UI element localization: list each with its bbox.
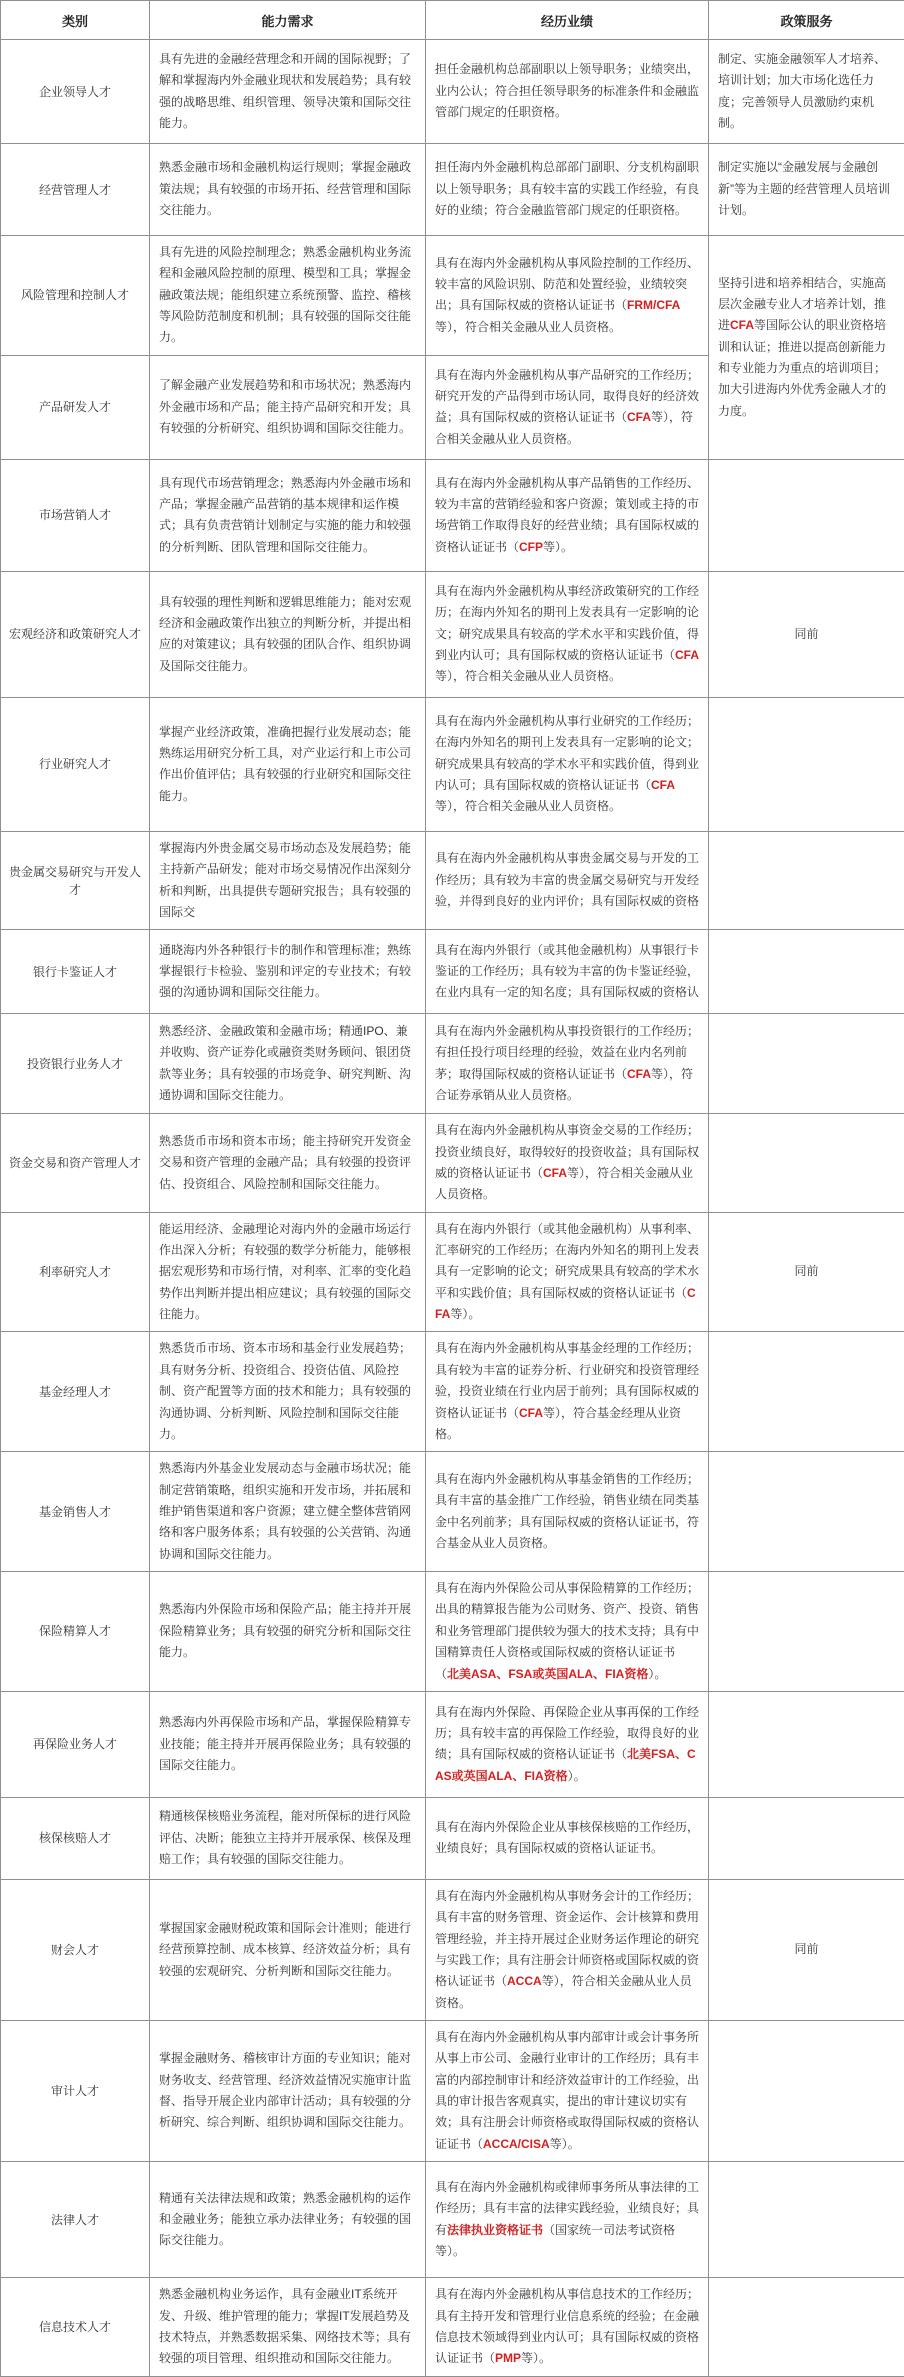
certification-highlight: 北美FSA、CAS或英国ALA、FIA资格	[435, 1747, 696, 1782]
experience-cell	[426, 2162, 709, 2278]
experience-cell-text	[435, 2284, 699, 2369]
category-cell: 风险管理和控制人才	[1, 236, 150, 356]
cell-text: 等），符合相关金融从业人员资格。	[435, 799, 621, 813]
cell-text: 等）。	[450, 1307, 480, 1321]
table-row	[1, 1332, 904, 1452]
cell-text: 等），符合相关金融从业人员资格。	[435, 410, 693, 445]
cell-text: 掌握国家金融财税政策和国际会计准则；能进行经营预算控制、成本核算、经济效益分析；具有较强的宏观研究、分析判断和国际交往能力。	[159, 1921, 411, 1978]
ability-cell-text	[159, 1712, 416, 1776]
cell-text: 坚持引进和培养相结合，实施高层次金融专业人才培养计划，推进	[718, 276, 886, 333]
cell-text: 具有在海内外银行（或其他金融机构）从事银行卡鉴证的工作经历；具有较为丰富的伪卡鉴证经验，在业内具有一定的知名度；具有国际权威的资格认	[435, 943, 699, 1000]
policy-cell	[709, 831, 904, 929]
policy-cell	[709, 144, 904, 236]
cell-text: 通晓海内外各种银行卡的制作和管理标准；熟练掌握银行卡检验、鉴别和评定的专业技术；有较强的沟通协调和国际交往能力。	[159, 943, 411, 1000]
category-cell: 市场营销人才	[1, 459, 150, 571]
table-header	[1, 1, 904, 40]
cell-text: 熟悉金融市场和金融机构运行规则；掌握金融政策法规；具有较强的市场开拓、经营管理和国际交往能力。	[159, 160, 411, 217]
cell-text: 等），符合相关金融从业人员资格。	[435, 1974, 692, 2009]
header-row	[1, 1, 904, 40]
policy-cell	[709, 2021, 904, 2162]
category-cell: 法律人才	[1, 2162, 150, 2278]
certification-highlight: CFA	[627, 1067, 651, 1081]
cell-text: 等）。	[550, 2137, 580, 2151]
experience-cell	[426, 697, 709, 831]
cell-text: 担任金融机构总部副职以上领导职务；业绩突出，业内公认；符合担任领导职务的标准条件和金融监管部门规定的任职资格。	[435, 62, 699, 119]
table-row	[1, 459, 904, 571]
experience-cell-text	[435, 940, 699, 1004]
table-row	[1, 1014, 904, 1114]
cell-text: 精通有关法律法规和政策；熟悉金融机构的运作和金融业务；能独立承办法律业务；有较强的国际交往能力。	[159, 2191, 411, 2248]
experience-cell-text	[435, 157, 699, 221]
ability-cell-text	[159, 1918, 416, 1982]
cell-text: 具有先进的金融经营理念和开阔的国际视野；了解和掌握海内外金融业现状和发展趋势；具有较强的战略思维、组织管理、领导决策和国际交往能力。	[159, 52, 411, 130]
ability-cell-text	[159, 838, 416, 923]
policy-cell	[709, 459, 904, 571]
experience-cell	[426, 1797, 709, 1879]
cell-text: 具有在海内外金融机构从事基金销售的工作经历；具有丰富的基金推广工作经验，销售业绩在同类基金中名列前茅；具有国际权威的资格认证证书，符合基金从业人员资格。	[435, 1472, 699, 1550]
cell-text: 具有在海内外金融机构从事内部审计或会计事务所从事上市公司、金融行业审计的工作经历；具有丰富的内部控制审计和经济效益审计的工作经验，出具的审计报告客观真实，提出的审计建议切实有效；具有注册会计师资格或取得国际权威的资格认证证书（	[435, 2030, 699, 2151]
cell-text: 具有在海内外金融机构从事投资银行的工作经历；有担任投行项目经理的经验，效益在业内名列前茅；取得国际权威的资格认证证书（	[435, 1024, 699, 1081]
experience-cell	[426, 1332, 709, 1452]
ability-cell-text	[159, 940, 416, 1004]
col-header-ability: 能力需求	[150, 1, 426, 40]
table-row	[1, 236, 904, 356]
table-row	[1, 1797, 904, 1879]
experience-cell-text	[435, 711, 699, 818]
category-cell: 产品研发人才	[1, 355, 150, 459]
cell-text: 具有在海内外金融机构从事风险控制的工作经历、较丰富的风险识别、防范和处置经验，业绩较突出；具有国际权威的资格认证证书（	[435, 256, 699, 313]
policy-cell	[709, 236, 904, 460]
experience-cell	[426, 1572, 709, 1692]
cell-text: 具有在海内外银行（或其他金融机构）从事利率、汇率研究的工作经历；在海内外知名的期刊上发表具有一定影响的论文；研究成果具有较高的学术水平和实践价值；具有国际权威的资格认证证书（	[435, 1222, 699, 1300]
ability-cell-text	[159, 1458, 416, 1565]
cell-text: 掌握产业经济政策，准确把握行业发展动态；能熟练运用研究分析工具，对产业运行和上市公司作出价值评估；具有较强的行业研究和国际交往能力。	[159, 725, 411, 803]
certification-highlight: CFA	[627, 410, 651, 424]
table-row	[1, 697, 904, 831]
cell-text: 同前	[794, 1942, 818, 1956]
policy-cell	[709, 1014, 904, 1114]
cell-text: 等），符合相关金融从业人员资格。	[435, 1166, 693, 1201]
experience-cell	[426, 1879, 709, 2020]
ability-cell	[150, 930, 426, 1014]
experience-cell-text	[435, 1219, 699, 1326]
experience-cell-text	[435, 1120, 699, 1205]
table-body	[1, 40, 904, 2377]
ability-cell	[150, 2278, 426, 2376]
ability-cell-text	[159, 1806, 416, 1870]
cell-text: 等），符合相关金融从业人员资格。	[435, 320, 621, 334]
cell-text: 熟悉海内外再保险市场和产品，掌握保险精算专业技能；能主持并开展再保险业务；具有较强的国际交往能力。	[159, 1715, 411, 1772]
policy-cell	[709, 2162, 904, 2278]
experience-cell-text	[435, 365, 699, 450]
cell-text: 熟悉金融机构业务运作，具有金融业IT系统开发、升级、维护管理的能力；掌握IT发展趋势及技术特点，并熟悉数据采集、网络技术等；具有较强的项目管理、组织推动和国际交往能力。	[159, 2287, 411, 2365]
cell-text: 熟悉海内外保险市场和保险产品；能主持并开展保险精算业务；具有较强的研究分析和国际交往能力。	[159, 1602, 411, 1659]
col-header-policy: 政策服务	[709, 1, 904, 40]
experience-cell	[426, 831, 709, 929]
category-cell: 基金销售人才	[1, 1452, 150, 1572]
experience-cell-text	[435, 1469, 699, 1554]
cell-text: 等国际公认的职业资格培训和认证；推进以提高创新能力和专业能力为重点的培训项目；加大引进海内外优秀金融人才的力度。	[718, 318, 886, 417]
table-row	[1, 1691, 904, 1797]
cell-text: 等），符合证券承销从业人员资格。	[435, 1067, 693, 1102]
experience-cell	[426, 571, 709, 697]
category-cell: 企业领导人才	[1, 40, 150, 144]
cell-text: 熟悉货币市场和资本市场；能主持研究开发资金交易和资产管理的金融产品；具有较强的投资评估、投资组合、风险控制和国际交往能力。	[159, 1134, 411, 1191]
policy-cell	[709, 1212, 904, 1332]
ability-cell-text	[159, 375, 416, 439]
cell-text: 制定实施以“金融发展与金融创新”等为主题的经营管理人员培训计划。	[718, 160, 890, 217]
table-row	[1, 571, 904, 697]
cell-text: 具有在海内外金融机构从事资金交易的工作经历；投资业绩良好，取得较好的投资收益；具有国际权威的资格认证证书（	[435, 1123, 699, 1180]
policy-cell	[709, 1691, 904, 1797]
experience-cell	[426, 1114, 709, 1212]
policy-cell	[709, 1879, 904, 2020]
cell-text: 具有在海内外金融机构从事行业研究的工作经历；在海内外知名的期刊上发表具有一定影响的论文；研究成果具有较高的学术水平和实践价值，得到业内认可；具有国际权威的资格认证证书（	[435, 714, 699, 792]
category-cell: 贵金属交易研究与开发人才	[1, 831, 150, 929]
ability-cell-text	[159, 1219, 416, 1326]
cell-text: 熟悉经济、金融政策和金融市场；精通IPO、兼并收购、资产证券化或融资类财务顾问、银团贷款等业务；具有较强的市场竞争、研究判断、沟通协调和国际交往能力。	[159, 1024, 411, 1102]
ability-cell	[150, 1797, 426, 1879]
experience-cell-text	[435, 59, 699, 123]
cell-text: 精通核保核赔业务流程，能对所保标的进行风险评估、决断；能独立主持并开展承保、核保及理赔工作；具有较强的国际交往能力。	[159, 1809, 411, 1866]
experience-cell	[426, 40, 709, 144]
certification-highlight: CFA	[675, 648, 699, 662]
certification-highlight: PMP	[495, 2351, 521, 2365]
cell-text: 具有在海内外保险企业从事核保核赔的工作经历，业绩良好；具有国际权威的资格认证证书。	[435, 1820, 699, 1855]
experience-cell	[426, 2021, 709, 2162]
ability-cell-text	[159, 2284, 416, 2369]
experience-cell-text	[435, 581, 699, 688]
cell-text: 能运用经济、金融理论对海内外的金融市场运行作出深入分析；有较强的数学分析能力，能够根据宏观形势和市场行情，对利率、汇率的变化趋势作出判断并提出相应建议；具有较强的国际交往能力。	[159, 1222, 411, 1321]
category-cell: 保险精算人才	[1, 1572, 150, 1692]
certification-highlight: 北美ASA、FSA或英国ALA、FIA资格	[447, 1667, 648, 1681]
experience-cell	[426, 459, 709, 571]
experience-cell-text	[435, 1886, 699, 2014]
ability-cell	[150, 1452, 426, 1572]
col-header-experience: 经历业绩	[426, 1, 709, 40]
col-header-category: 类别	[1, 1, 150, 40]
experience-cell-text	[435, 1578, 699, 1685]
policy-cell	[709, 697, 904, 831]
ability-cell-text	[159, 157, 416, 221]
table-row	[1, 1212, 904, 1332]
experience-cell	[426, 1452, 709, 1572]
category-cell: 资金交易和资产管理人才	[1, 1114, 150, 1212]
experience-cell	[426, 1691, 709, 1797]
cell-text: ）。	[568, 1769, 586, 1783]
ability-cell-text	[159, 2188, 416, 2252]
table-row	[1, 144, 904, 236]
category-cell: 基金经理人才	[1, 1332, 150, 1452]
cell-text: 制定、实施金融领军人才培养、培训计划；加大市场化选任力度；完善领导人员激励约束机制。	[718, 52, 886, 130]
ability-cell	[150, 1332, 426, 1452]
ability-cell	[150, 1691, 426, 1797]
ability-cell	[150, 1212, 426, 1332]
ability-cell	[150, 236, 426, 356]
category-cell: 经营管理人才	[1, 144, 150, 236]
policy-cell	[709, 930, 904, 1014]
table-row	[1, 1114, 904, 1212]
policy-cell	[709, 2278, 904, 2376]
experience-cell-text	[435, 1817, 699, 1860]
ability-cell	[150, 40, 426, 144]
cell-text: 具有现代市场营销理念；熟悉海内外金融市场和产品；掌握金融产品营销的基本规律和运作模式；具有负责营销计划制定与实施的能力和较强的分析判断、团队管理和国际交往能力。	[159, 476, 411, 554]
policy-cell-text	[718, 1261, 895, 1282]
policy-cell	[709, 1332, 904, 1452]
experience-cell	[426, 355, 709, 459]
certification-highlight: CFA	[519, 1406, 543, 1420]
cell-text: 具有先进的风险控制理念；熟悉金融机构业务流程和金融风险控制的原理、模型和工具；掌握金融政策法规；能组织建立系统预警、监控、稽核等风险防范制度和机制；具有较强的国际交往能力。	[159, 245, 411, 344]
ability-cell	[150, 571, 426, 697]
ability-cell	[150, 831, 426, 929]
table-row	[1, 2162, 904, 2278]
category-cell: 再保险业务人才	[1, 1691, 150, 1797]
experience-cell-text	[435, 848, 699, 912]
policy-cell	[709, 571, 904, 697]
table-row	[1, 930, 904, 1014]
experience-cell	[426, 2278, 709, 2376]
policy-cell	[709, 40, 904, 144]
experience-cell	[426, 1014, 709, 1114]
experience-cell	[426, 930, 709, 1014]
policy-cell-text	[718, 1939, 895, 1960]
cell-text: 具有在海内外金融机构从事财务会计的工作经历；具有丰富的财务管理、资金运作、会计核算和费用管理经验，并主持开展过企业财务运作理论的研究与实践工作；具有注册会计师资格或国际权威的资格认证证书（	[435, 1889, 699, 1988]
certification-highlight: CFA	[543, 1166, 567, 1180]
certification-highlight: CFA	[435, 1286, 696, 1321]
cell-text: 具有在海内外金融机构从事贵金属交易与开发的工作经历；具有较为丰富的贵金属交易研究与开发经验，并得到良好的业内评价；具有国际权威的资格	[435, 851, 699, 908]
category-cell: 核保核赔人才	[1, 1797, 150, 1879]
policy-cell-text	[718, 624, 895, 645]
ability-cell-text	[159, 1338, 416, 1445]
category-cell: 银行卡鉴证人才	[1, 930, 150, 1014]
policy-cell-text	[718, 273, 895, 423]
experience-cell-text	[435, 1702, 699, 1787]
category-cell: 审计人才	[1, 2021, 150, 2162]
policy-cell	[709, 1114, 904, 1212]
policy-cell	[709, 1572, 904, 1692]
table-row	[1, 1452, 904, 1572]
table-row	[1, 2278, 904, 2376]
ability-cell	[150, 459, 426, 571]
cell-text: 等）。	[543, 540, 573, 554]
ability-cell	[150, 697, 426, 831]
cell-text: 具有在海内外金融机构从事产品研究的工作经历；研究开发的产品得到市场认同，取得良好的经济效益；具有国际权威的资格认证证书（	[435, 368, 699, 425]
category-cell: 宏观经济和政策研究人才	[1, 571, 150, 697]
cell-text: 具有在海内外金融机构从事基金经理的工作经历；具有较为丰富的证券分析、行业研究和投资管理经验，投资业绩在行业内居于前列；具有国际权威的资格认证证书（	[435, 1341, 699, 1419]
cell-text: 具有在海内外金融机构从事产品销售的工作经历、较为丰富的营销经验和客户资源；策划或主持的市场营销工作取得良好的经营业绩；具有国际权威的资格认证证书（	[435, 476, 699, 554]
experience-cell-text	[435, 2027, 699, 2155]
ability-cell-text	[159, 1599, 416, 1663]
table-row	[1, 1572, 904, 1692]
policy-cell-text	[718, 157, 895, 221]
table-row	[1, 2021, 904, 2162]
cell-text: 担任海内外金融机构总部部门副职、分支机构副职以上领导职务；具有较丰富的实践工作经验，有良好的业绩；符合金融监管部门规定的任职资格。	[435, 160, 699, 217]
ability-cell	[150, 2021, 426, 2162]
ability-cell	[150, 1114, 426, 1212]
experience-cell-text	[435, 1338, 699, 1445]
ability-cell-text	[159, 2048, 416, 2133]
cell-text: 具有较强的理性判断和逻辑思维能力；能对宏观经济和金融政策作出独立的判断分析，并提出相应的对策建议；具有较强的团队合作、组织协调及国际交往能力。	[159, 595, 411, 673]
experience-cell-text	[435, 2177, 699, 2262]
certification-highlight: CFA	[730, 318, 754, 332]
cell-text: ）。	[648, 1667, 666, 1681]
policy-cell	[709, 1452, 904, 1572]
certification-highlight: ACCA/CISA	[483, 2137, 550, 2151]
ability-cell	[150, 144, 426, 236]
ability-cell-text	[159, 722, 416, 807]
certification-highlight: ACCA	[507, 1974, 542, 1988]
cell-text: 等）。	[521, 2351, 551, 2365]
cell-text: 等），符合基金经理从业资格。	[435, 1406, 681, 1441]
certification-highlight: FRM/CFA	[627, 298, 680, 312]
certification-highlight: CFP	[519, 540, 543, 554]
experience-cell	[426, 144, 709, 236]
policy-cell	[709, 1797, 904, 1879]
certification-highlight: CFA	[651, 778, 675, 792]
ability-cell-text	[159, 473, 416, 558]
ability-cell-text	[159, 1021, 416, 1106]
ability-cell	[150, 1572, 426, 1692]
table-row	[1, 831, 904, 929]
policy-cell-text	[718, 49, 895, 134]
cell-text: 具有在海内外保险公司从事保险精算的工作经历；出具的精算报告能为公司财务、资产、投资、销售和业务管理部门提供较为强大的技术支持；具有中国精算责任人资格或国际权威的资格认证证书（	[435, 1581, 699, 1680]
category-cell: 行业研究人才	[1, 697, 150, 831]
category-cell: 投资银行业务人才	[1, 1014, 150, 1114]
experience-cell	[426, 236, 709, 356]
experience-cell-text	[435, 253, 699, 338]
cell-text: 具有在海内外金融机构或律师事务所从事法律的工作经历；具有丰富的法律实践经验，业绩良好；具有	[435, 2180, 699, 2237]
ability-cell-text	[159, 242, 416, 349]
cell-text: 等），符合相关金融从业人员资格。	[435, 669, 621, 683]
ability-cell	[150, 2162, 426, 2278]
experience-cell	[426, 1212, 709, 1332]
cell-text: 具有在海内外保险、再保险企业从事再保的工作经历；具有较丰富的再保险工作经验，取得良好的业绩；具有国际权威的资格认证证书（	[435, 1705, 699, 1762]
ability-cell-text	[159, 592, 416, 677]
cell-text: 具有在海内外金融机构从事经济政策研究的工作经历；在海内外知名的期刊上发表具有一定影响的论文；研究成果具有较高的学术水平和实践价值，得到业内认可；具有国际权威的资格认证证书（	[435, 584, 699, 662]
table-row	[1, 1879, 904, 2020]
cell-text: （国家统一司法考试资格等）。	[435, 2223, 675, 2258]
cell-text: 具有在海内外金融机构从事信息技术的工作经历；具有主持开发和管理行业信息系统的经验；在金融信息技术领域得到业内认可；具有国际权威的资格认证证书（	[435, 2287, 699, 2365]
experience-cell-text	[435, 473, 699, 558]
cell-text: 掌握海内外贵金属交易市场动态及发展趋势；能主持新产品研发；能对市场交易情况作出深刻分析和判断，出具提供专题研究报告；具有较强的国际交	[159, 841, 411, 919]
cell-text: 了解金融产业发展趋势和和市场状况；熟悉海内外金融市场和产品；能主持产品研究和开发；具有较强的分析研究、组织协调和国际交往能力。	[159, 378, 411, 435]
cell-text: 同前	[794, 1264, 818, 1278]
ability-cell-text	[159, 1131, 416, 1195]
category-cell: 财会人才	[1, 1879, 150, 2020]
category-cell: 利率研究人才	[1, 1212, 150, 1332]
cell-text: 掌握金融财务、稽核审计方面的专业知识；能对财务收支、经营管理、经济效益情况实施审计监督、指导开展企业内部审计活动；具有较强的分析研究、综合判断、组织协调和国际交往能力。	[159, 2051, 411, 2129]
ability-cell	[150, 355, 426, 459]
ability-cell-text	[159, 49, 416, 134]
certification-highlight: 法律执业资格证书	[447, 2223, 543, 2237]
ability-cell	[150, 1879, 426, 2020]
experience-cell-text	[435, 1021, 699, 1106]
cell-text: 同前	[794, 627, 818, 641]
table-row	[1, 40, 904, 144]
cell-text: 熟悉货币市场、资本市场和基金行业发展趋势；具有财务分析、投资组合、投资估值、风险控制、资产配置等方面的技术和能力；具有较强的沟通协调、分析判断、风险控制和国际交往能力。	[159, 1341, 411, 1440]
cell-text: 熟悉海内外基金业发展动态与金融市场状况；能制定营销策略，组织实施和开发市场，并拓展和维护销售渠道和客户资源；建立健全整体营销网络和客户服务体系；具有较强的公关营销、沟通协调和国际交往能力。	[159, 1461, 411, 1560]
category-cell: 信息技术人才	[1, 2278, 150, 2376]
ability-cell	[150, 1014, 426, 1114]
